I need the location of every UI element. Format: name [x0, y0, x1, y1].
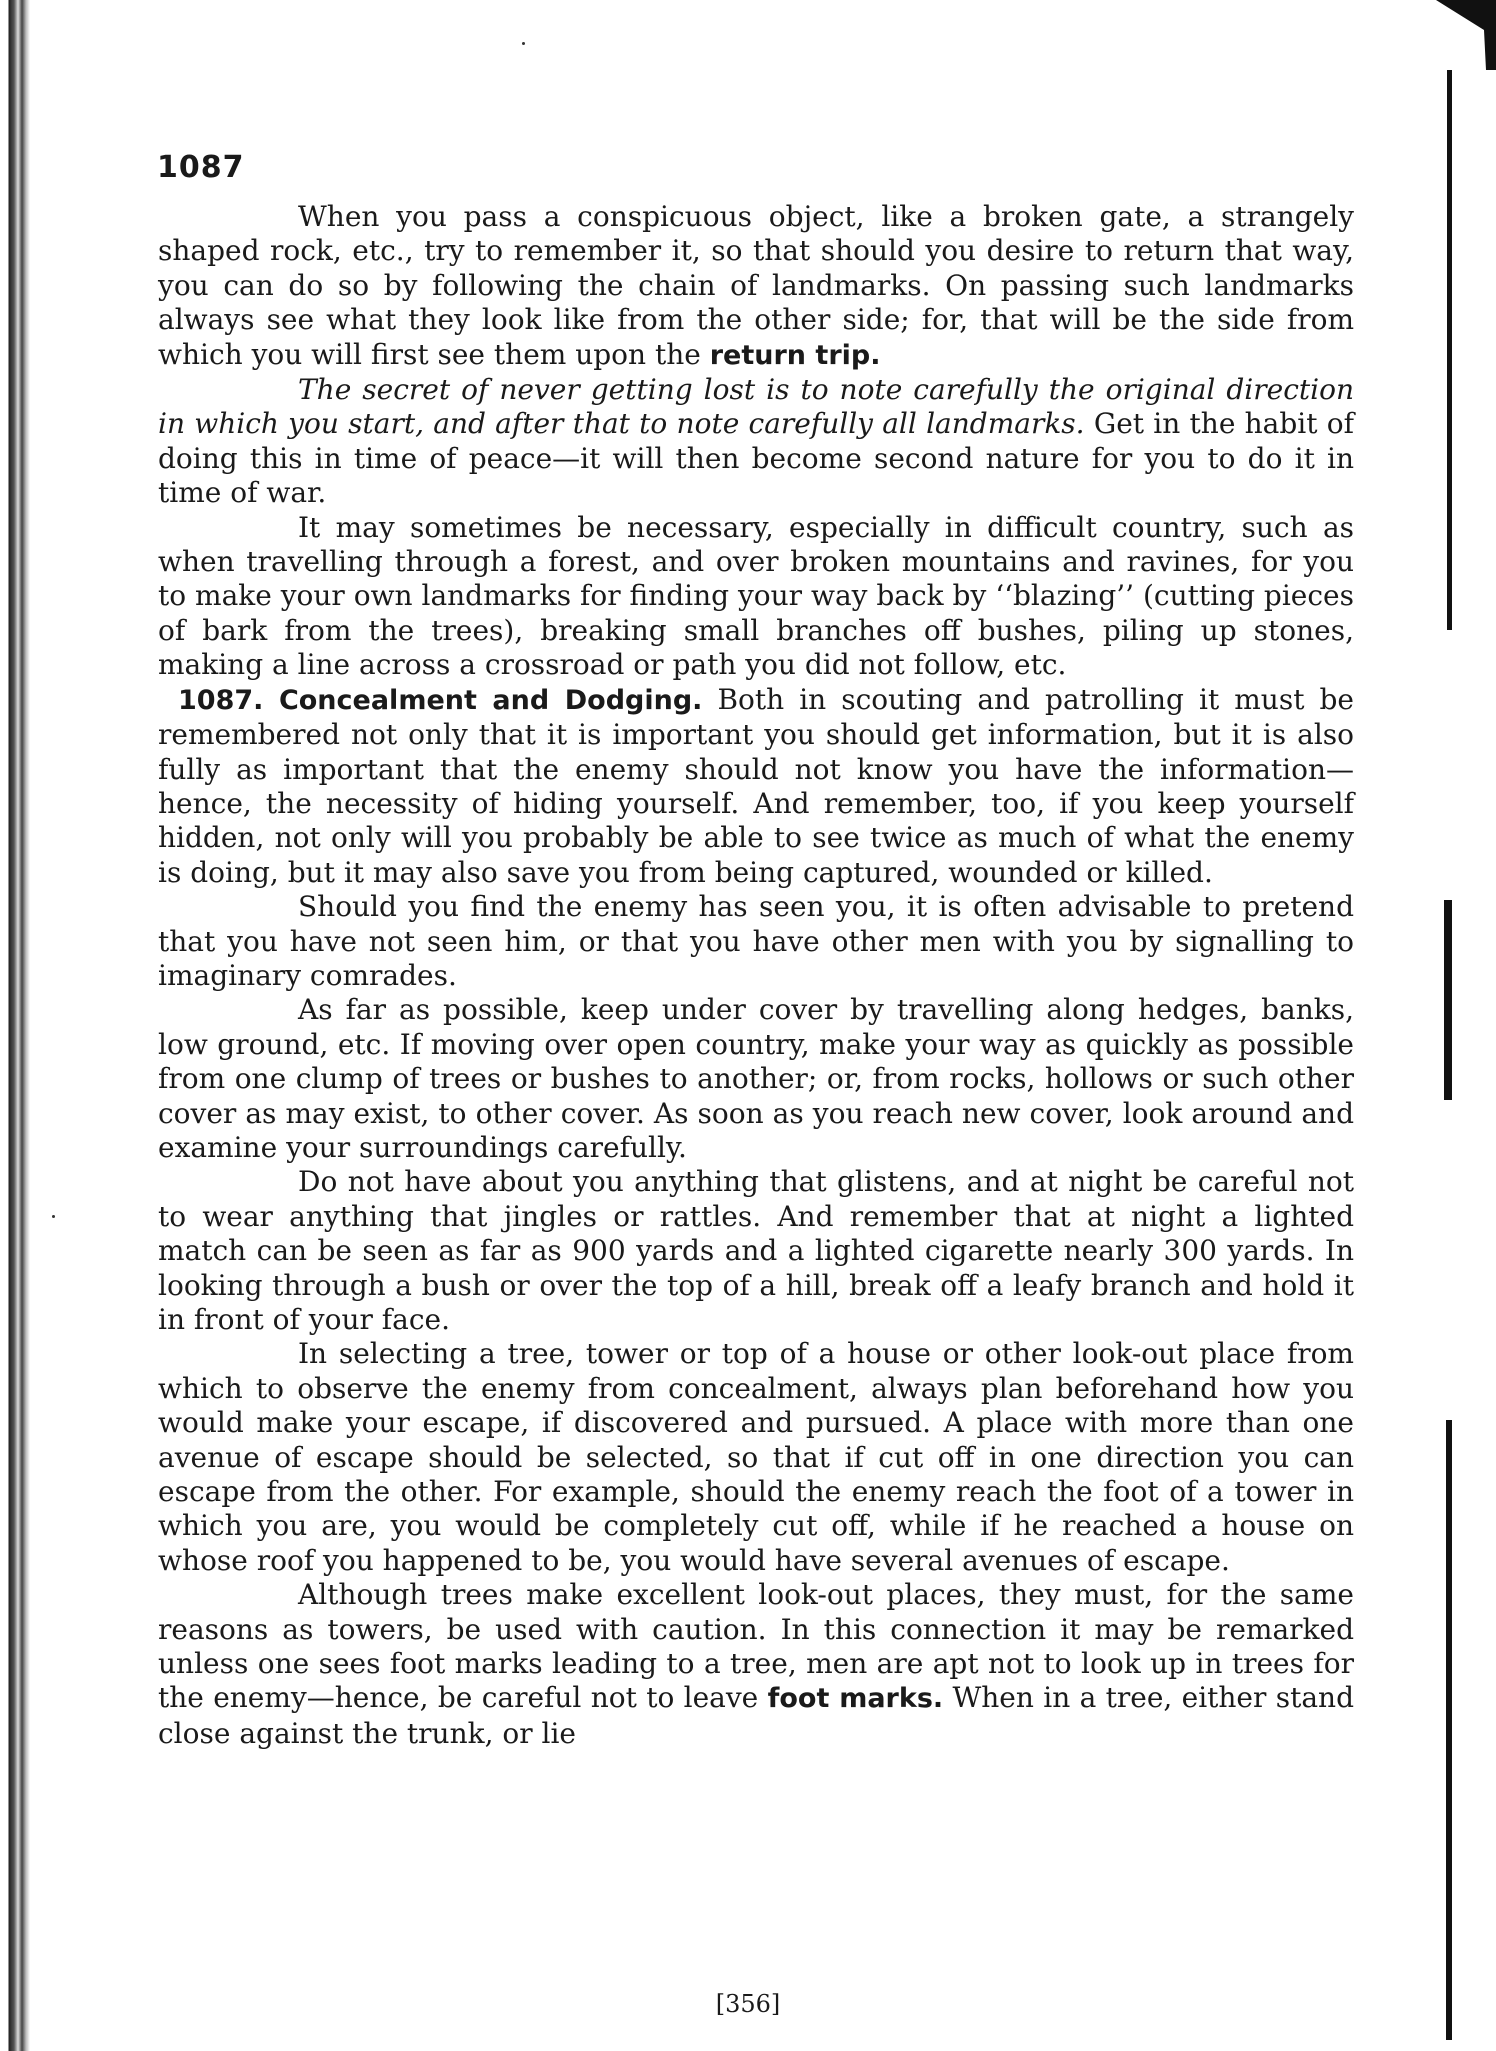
- paragraph: [158, 1165, 1354, 1337]
- speck: [52, 1215, 55, 1218]
- bold-phrase: return trip.: [709, 339, 881, 371]
- paragraph: [158, 373, 1354, 511]
- section-paragraph: [158, 683, 1354, 890]
- body-text: [158, 200, 1354, 1751]
- right-margin-mark: [1447, 70, 1452, 630]
- paragraph-text: When you pass a conspicuous object, like a broken gate, a strangely shaped rock, etc., try to remember it, so that should you desire to return that way, you can do so by following the chain of landmarks. On passing such landmarks always see what they look like from the other side; for, that will be the side from which you will first see them upon the: [158, 200, 1354, 371]
- paragraph: [158, 511, 1354, 683]
- paragraph-text: Both in scouting and patrolling it must be remembered not only that it is important you should get information, but it is also fully as important that the enemy should not know you have the information—hence, the necessity of hiding yourself. And remember, too, if you keep yourself hidden, not only will you probably be able to see twice as much of what the enemy is doing, but it may also save you from being captured, wounded or killed.: [158, 682, 1354, 889]
- folio-page-number: [356]: [715, 1990, 781, 2018]
- paragraph-text: It may sometimes be necessary, especially in difficult country, such as when travelling through a forest, and over broken mountains and ravines, for you to make your own landmarks for finding your way back by ‘‘blazing’’ (cutting pieces of bark from the trees), breaking small branches off bushes, piling up stones, making a line across a crossroad or path you did not follow, etc.: [158, 510, 1354, 682]
- bold-phrase: foot marks.: [767, 1683, 944, 1715]
- paragraph-text: When in a tree, either stand close against the trunk, or lie: [158, 1681, 1355, 1750]
- paragraph-text: Do not have about you anything that glistens, and at night be careful not to wear anything that jingles or rattles. And remember that at night a lighted match can be seen as far as 900 yards and a lighted cigarette nearly 300 yards. In looking through a bush or over the top of a hill, break off a leafy branch and hold it in front of your face.: [158, 1165, 1354, 1336]
- page-corner-mark: [1436, 0, 1496, 70]
- paragraph-text: Get in the habit of doing this in time of peace—it will then become second nature for you to do it in time of war.: [158, 407, 1354, 510]
- paragraph-text: Although trees make excellent look-out places, they must, for the same reasons as towers, be used with caution. In this connection it may be remarked unless one sees foot marks leading to a tree, men are apt not to look up in trees for the enemy—hence, be careful not to leave: [158, 1578, 1354, 1715]
- speck: [522, 42, 525, 45]
- binding-edge: [0, 0, 34, 2051]
- paragraph-text: Should you find the enemy has seen you, it is often advisable to pretend that you have not seen him, or that you have other men with you by signalling to imaginary comrades.: [158, 890, 1354, 992]
- paragraph: [158, 1578, 1354, 1751]
- paragraph-text: In selecting a tree, tower or top of a house or other look-out place from which to observe the enemy from concealment, always plan beforehand how you would make your escape, if discovered and pursued. A place with more than one avenue of escape should be selected, so that if cut off in one direction you can escape from the other. For example, should the enemy reach the foot of a tower in which you are, you would be completely cut off, while if he reached a house on whose roof you happened to be, you would have several avenues of escape.: [158, 1337, 1354, 1577]
- paragraph: [158, 200, 1354, 373]
- paragraph-text: As far as possible, keep under cover by travelling along hedges, banks, low ground, etc. If moving over open country, make your way as quickly as possible from one clump of trees or bushes to another; or, from rocks, hollows or such other cover as may exist, to other cover. As soon as you reach new cover, look around and examine your surroundings carefully.: [158, 993, 1354, 1164]
- paragraph: [158, 1337, 1354, 1578]
- right-margin-mark: [1446, 1420, 1452, 2040]
- paragraph: [158, 890, 1354, 993]
- right-margin-mark: [1444, 900, 1452, 1100]
- header-page-number: 1087: [157, 150, 245, 185]
- section-heading: 1087. Concealment and Dodging.: [178, 684, 703, 716]
- paragraph: [158, 993, 1354, 1165]
- italic-rule: The secret of never getting lost is to note carefully the original direction in which you start, and after that to note carefully all landmarks.: [158, 373, 1354, 441]
